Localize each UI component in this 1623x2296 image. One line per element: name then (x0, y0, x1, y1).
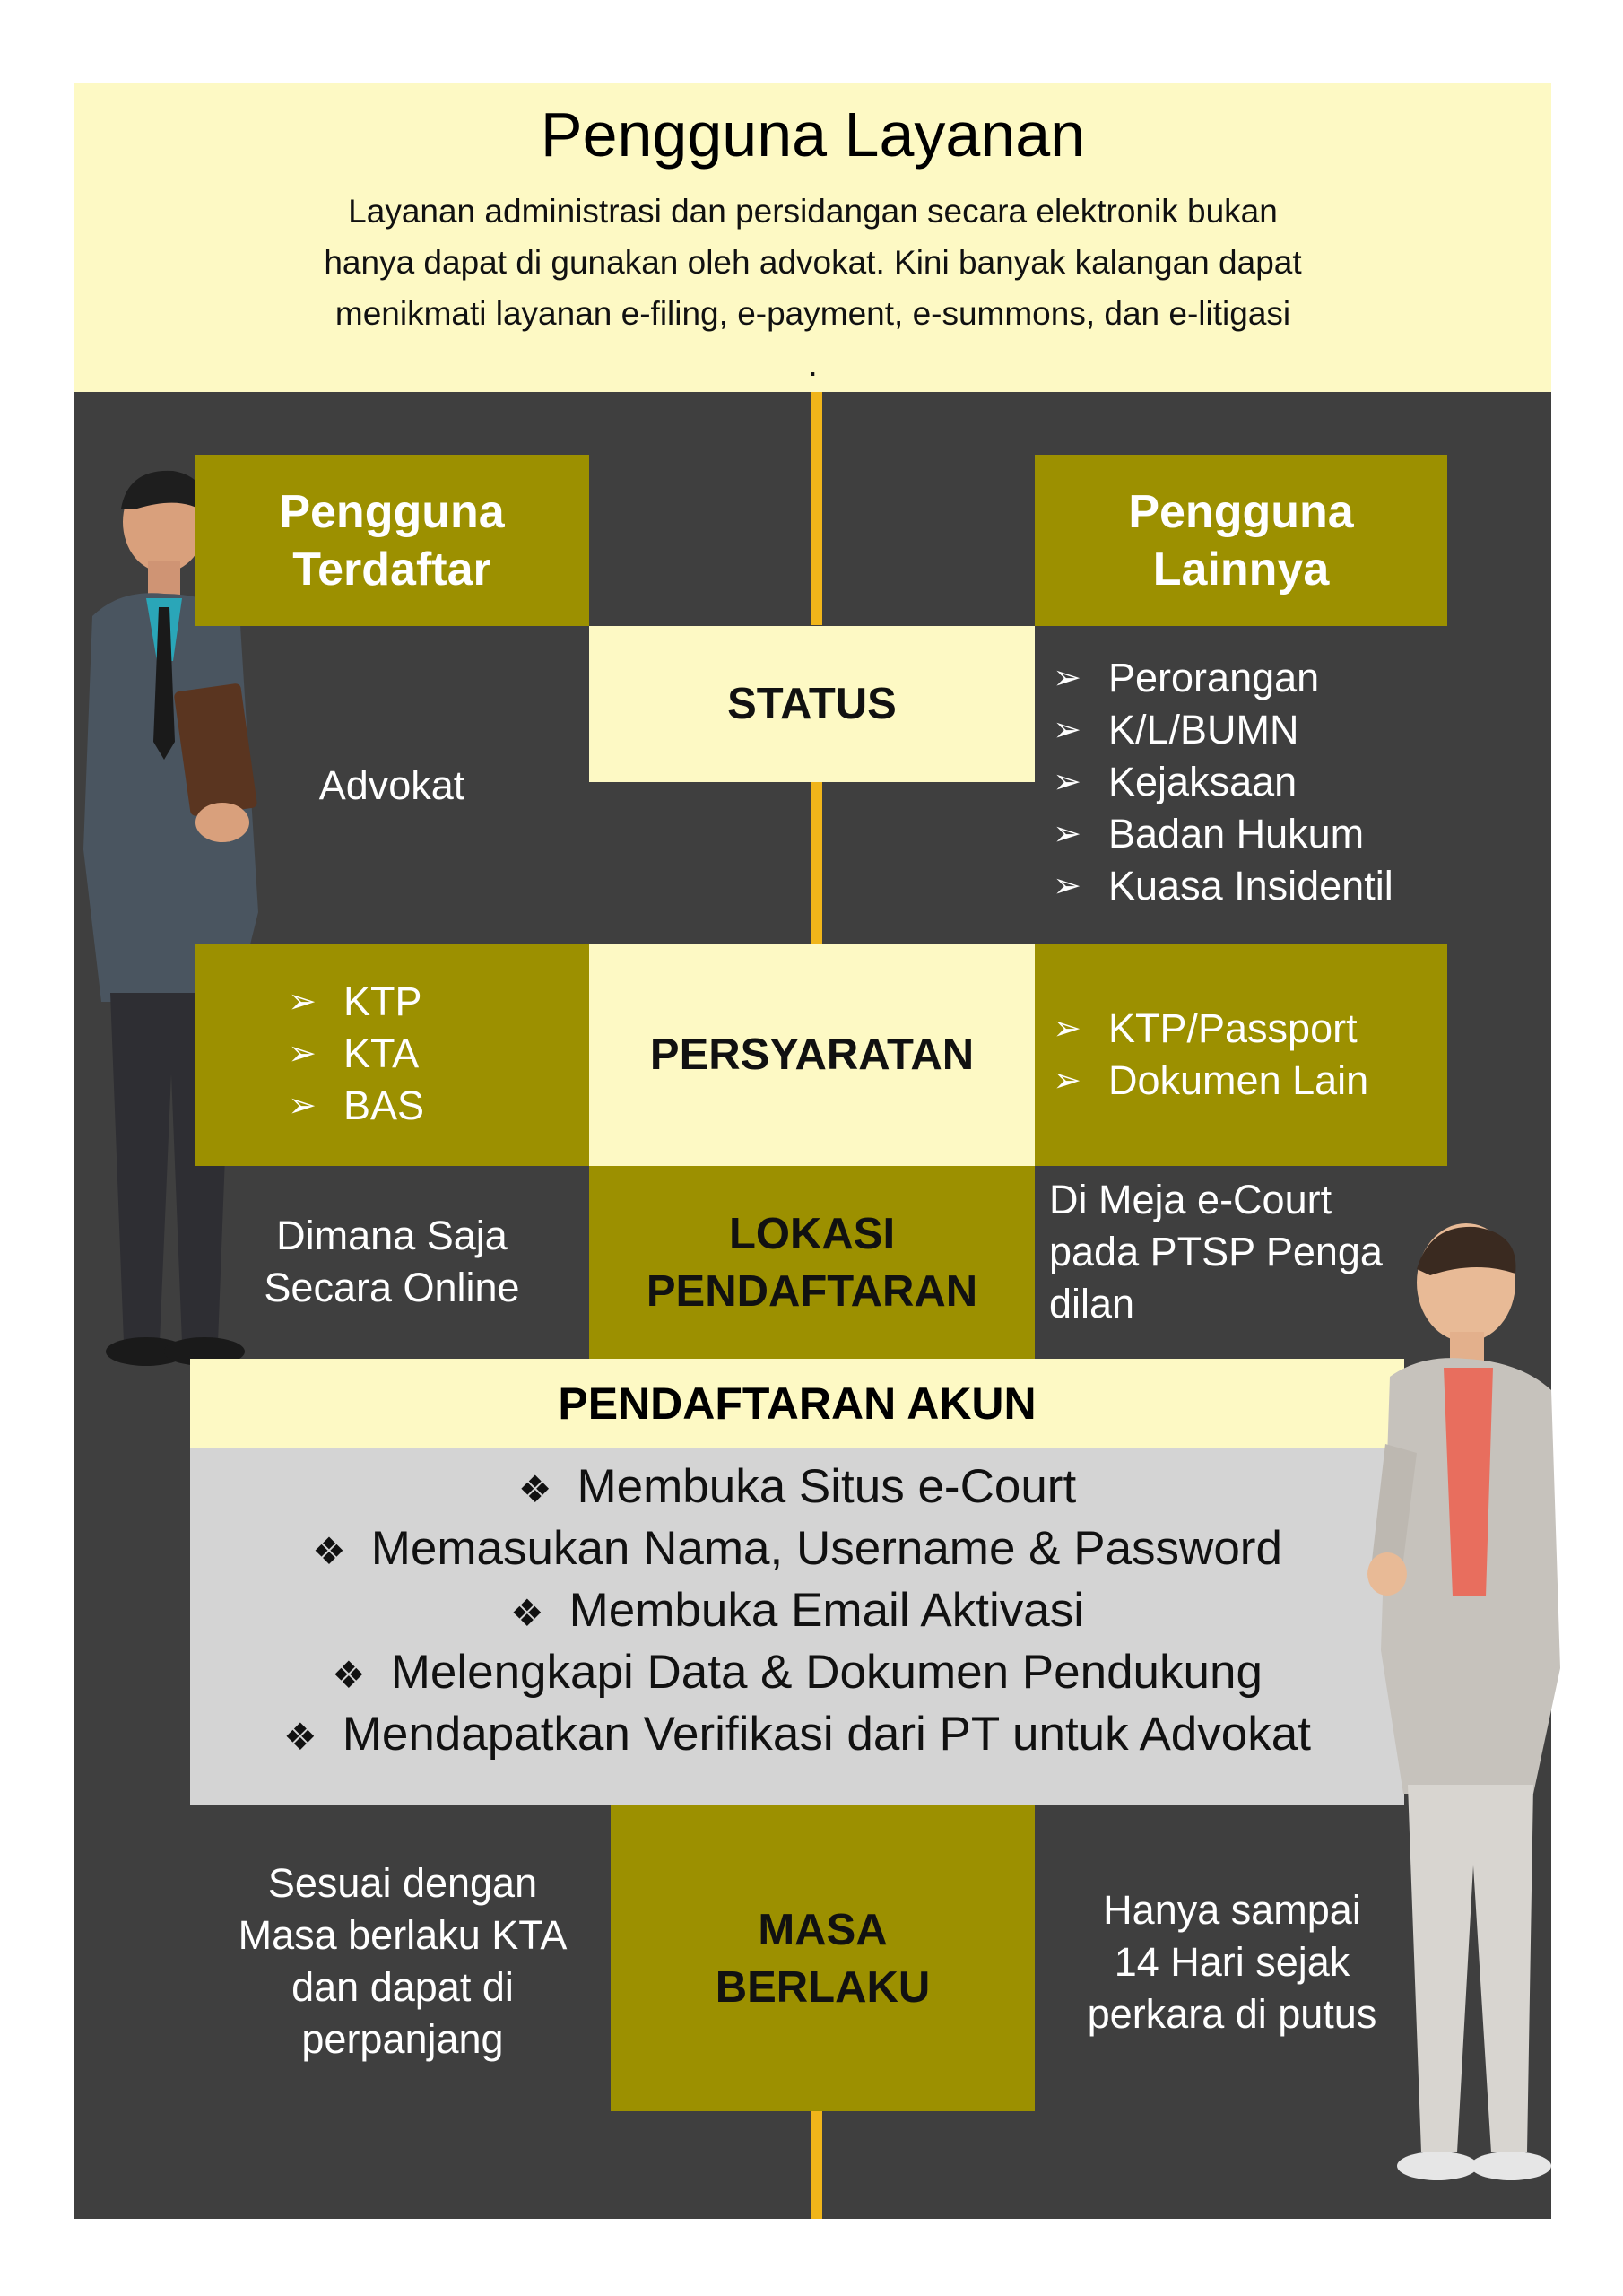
validity-left-line: Sesuai dengan (267, 1860, 538, 1906)
header-desc-line: Layanan administrasi dan persidangan secara elektronik bukan (348, 193, 1278, 230)
column-header-registered (195, 455, 589, 626)
list-item-text: Kuasa Insidentil (1108, 863, 1393, 909)
step-item (190, 1643, 1404, 1705)
location-left-line: Dimana Saja (276, 1213, 508, 1258)
header-desc-line: menikmati layanan e-filing, e-payment, e-summons, dan e-litigasi (334, 295, 1291, 332)
list-item (1049, 652, 1393, 704)
list-item (1049, 808, 1393, 860)
validity-left-line: Masa berlaku KTA (238, 1912, 568, 1958)
main-panel (74, 392, 1551, 2219)
header-desc-line: hanya dapat di gunakan oleh advokat. Kini banyak kalangan dapat (324, 244, 1302, 281)
validity-label (611, 1805, 1035, 2111)
list-item-text: KTP (343, 978, 422, 1024)
list-item-text: Perorangan (1108, 655, 1320, 700)
list-item (284, 976, 424, 1028)
steps-list (190, 1457, 1404, 1767)
step-text: Memasukan Nama, Username & Password (370, 1522, 1282, 1575)
list-item (1049, 1003, 1368, 1055)
validity-right-line: Hanya sampai (1103, 1887, 1361, 1933)
requirements-label: PERSYARATAN (589, 944, 1035, 1166)
requirements-right-list (1049, 1003, 1368, 1107)
diamond-bullet-icon: ❖ (509, 1592, 544, 1634)
location-left-line: Secara Online (264, 1265, 520, 1310)
location-left-text (195, 1210, 589, 1314)
center-line (812, 782, 822, 944)
list-item-text: Badan Hukum (1108, 811, 1365, 857)
validity-left-text (195, 1857, 611, 2066)
validity-left-line: perpanjang (301, 2016, 504, 2062)
step-text: Membuka Email Aktivasi (568, 1584, 1084, 1637)
step-text: Mendapatkan Verifikasi dari PT untuk Advokat (342, 1708, 1311, 1761)
account-registration-steps (190, 1448, 1404, 1805)
header-desc-line: . (808, 346, 818, 383)
center-line (812, 2111, 822, 2219)
step-item (190, 1519, 1404, 1581)
step-text: Membuka Situs e-Court (577, 1460, 1077, 1513)
list-item (284, 1080, 424, 1132)
list-item (284, 1028, 424, 1080)
diamond-bullet-icon: ❖ (312, 1530, 346, 1572)
requirements-left-box (195, 944, 589, 1166)
header-description (281, 186, 1345, 390)
arrow-bullet-icon: ➢ (1053, 659, 1081, 697)
arrow-bullet-icon: ➢ (1053, 867, 1081, 905)
validity-right-line: 14 Hari sejak (1114, 1939, 1350, 1985)
location-label-line: LOKASI (728, 1209, 896, 1258)
list-item-text: Dokumen Lain (1108, 1057, 1369, 1103)
header-panel (74, 83, 1551, 392)
step-item (190, 1705, 1404, 1767)
page-title: Pengguna Layanan (540, 100, 1086, 170)
location-right-line: dilan (1049, 1281, 1135, 1326)
step-text: Melengkapi Data & Dokumen Pendukung (390, 1646, 1263, 1699)
list-item (1049, 756, 1393, 808)
validity-left-line: dan dapat di (291, 1964, 514, 2010)
column-header-line: Pengguna (1128, 485, 1354, 538)
list-item-text: K/L/BUMN (1108, 707, 1299, 752)
list-item-text: Kejaksaan (1108, 759, 1298, 804)
column-header-line: Terdaftar (292, 543, 491, 596)
arrow-bullet-icon: ➢ (288, 1087, 317, 1125)
list-item (1049, 860, 1393, 912)
requirements-left-list (284, 976, 424, 1132)
center-line (812, 392, 822, 625)
step-item (190, 1457, 1404, 1519)
status-left-text: Advokat (318, 762, 465, 808)
validity-right-line: perkara di putus (1087, 1991, 1377, 2037)
list-item (1049, 1055, 1368, 1107)
status-right-list (1049, 652, 1393, 912)
location-right-line: Di Meja e-Court (1049, 1177, 1332, 1222)
arrow-bullet-icon: ➢ (1053, 763, 1081, 801)
arrow-bullet-icon: ➢ (1053, 711, 1081, 749)
account-registration-title: PENDAFTARAN AKUN (190, 1359, 1404, 1448)
list-item-text: BAS (343, 1083, 425, 1128)
list-item-text: KTP/Passport (1108, 1005, 1358, 1051)
requirements-right-box (1035, 944, 1447, 1166)
arrow-bullet-icon: ➢ (1053, 815, 1081, 853)
validity-label-line: MASA (758, 1905, 888, 1954)
arrow-bullet-icon: ➢ (288, 983, 317, 1021)
step-item (190, 1581, 1404, 1643)
arrow-bullet-icon: ➢ (1053, 1010, 1081, 1048)
validity-label-line: BERLAKU (715, 1962, 931, 2012)
arrow-bullet-icon: ➢ (1053, 1062, 1081, 1100)
list-item (1049, 704, 1393, 756)
arrow-bullet-icon: ➢ (288, 1035, 317, 1073)
location-label-line: PENDAFTARAN (646, 1266, 978, 1316)
location-label (589, 1166, 1035, 1359)
column-header-other (1035, 455, 1447, 626)
column-header-line: Lainnya (1152, 543, 1330, 596)
status-label: STATUS (589, 626, 1035, 782)
other-user-figure (1367, 1220, 1565, 2215)
diamond-bullet-icon: ❖ (517, 1468, 552, 1510)
diamond-bullet-icon: ❖ (283, 1716, 317, 1758)
list-item-text: KTA (343, 1031, 420, 1076)
diamond-bullet-icon: ❖ (332, 1654, 366, 1696)
column-header-line: Pengguna (279, 485, 505, 538)
location-right-line: pada PTSP Penga (1049, 1229, 1383, 1274)
